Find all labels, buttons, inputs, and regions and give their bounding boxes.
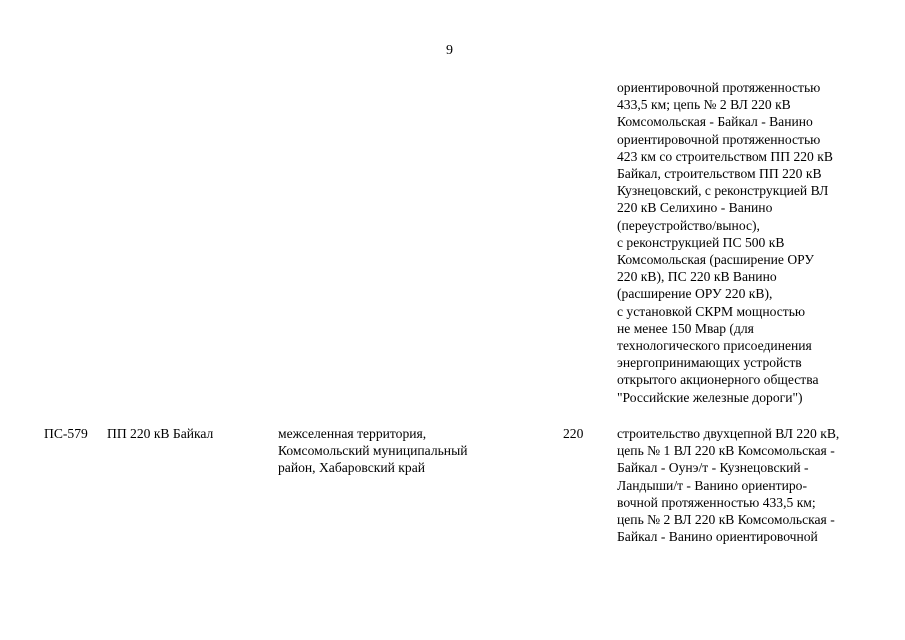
table-row bbox=[0, 425, 905, 565]
description-line: Комсомольская (расширение ОРУ bbox=[617, 252, 815, 268]
description-line: вочной протяженностью 433,5 км; bbox=[617, 494, 816, 510]
description-line: ориентировочной протяженностью bbox=[617, 80, 821, 95]
location-line: Комсомольский муниципальный bbox=[278, 443, 468, 459]
description-line: 220 кВ Селихино - Ванино bbox=[617, 200, 773, 216]
description-line: Комсомольская - Байкал - Ванино bbox=[617, 114, 813, 130]
description-line: (переустройство/вынос), bbox=[617, 217, 760, 233]
description-line: открытого акционерного общества bbox=[617, 372, 819, 388]
description-line: Байкал, строительством ПП 220 кВ bbox=[617, 166, 822, 182]
description-line: ориентировочной протяженностью bbox=[617, 131, 821, 147]
object-description bbox=[617, 425, 902, 545]
description-line: 433,5 км; цепь № 2 ВЛ 220 кВ bbox=[617, 97, 791, 113]
continued-description bbox=[617, 79, 902, 406]
description-line: (расширение ОРУ 220 кВ), bbox=[617, 286, 773, 302]
description-line: с реконструкцией ПС 500 кВ bbox=[617, 234, 785, 250]
object-voltage: 220 bbox=[563, 426, 584, 441]
description-line: "Российские железные дороги") bbox=[617, 389, 803, 405]
description-line: строительство двухцепной ВЛ 220 кВ, bbox=[617, 426, 840, 441]
description-line: Байкал - Ванино ориентировочной bbox=[617, 529, 818, 545]
page-number: 9 bbox=[446, 43, 453, 58]
description-line: Кузнецовский, с реконструкцией ВЛ bbox=[617, 183, 829, 199]
description-line: цепь № 1 ВЛ 220 кВ Комсомольская - bbox=[617, 443, 835, 459]
description-line: не менее 150 Мвар (для bbox=[617, 320, 754, 336]
description-line: Ландыши/т - Ванино ориентиро- bbox=[617, 477, 807, 493]
location-line: межселенная территория, bbox=[278, 426, 427, 441]
description-line: технологического присоединения bbox=[617, 338, 812, 354]
description-line: 423 км со строительством ПП 220 кВ bbox=[617, 148, 833, 164]
object-location bbox=[278, 425, 528, 477]
description-line: энергопринимающих устройств bbox=[617, 355, 802, 371]
description-line: 220 кВ), ПС 220 кВ Ванино bbox=[617, 269, 777, 285]
description-line: Байкал - Оунэ/т - Кузнецовский - bbox=[617, 460, 809, 476]
object-name: ПП 220 кВ Байкал bbox=[107, 426, 214, 441]
object-code: ПС-579 bbox=[44, 426, 88, 441]
description-line: с установкой СКРМ мощностью bbox=[617, 303, 806, 319]
location-line: район, Хабаровский край bbox=[278, 460, 426, 476]
description-line: цепь № 2 ВЛ 220 кВ Комсомольская - bbox=[617, 512, 835, 528]
